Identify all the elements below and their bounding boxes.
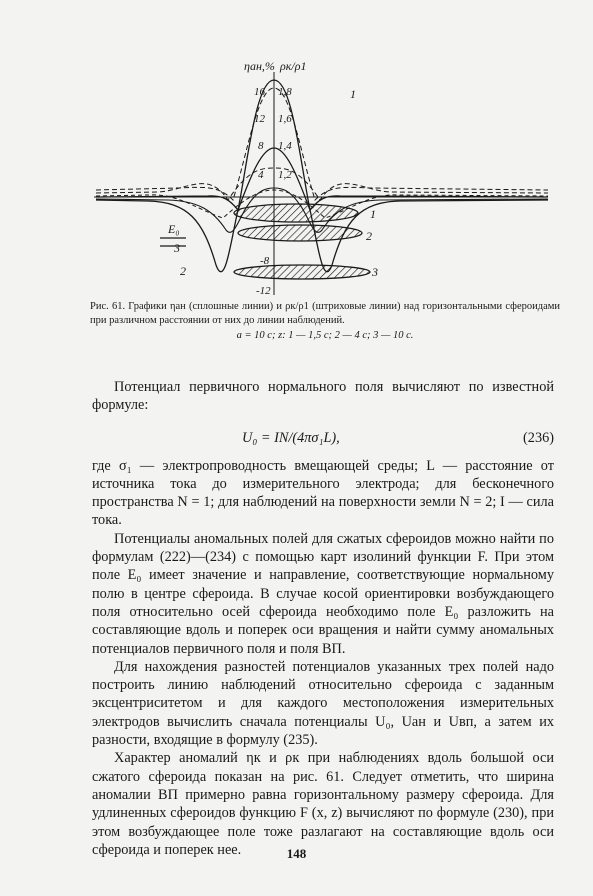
formula-number: (236) [523, 429, 554, 446]
tick-eta-16: 16 [254, 86, 265, 98]
curve-label-3-left: 3 [174, 241, 180, 255]
page-number: 148 [286, 846, 307, 861]
anomaly-graph [88, 50, 558, 300]
tick-rho-16: 1,6 [278, 113, 292, 125]
tick-rho-14: 1,4 [278, 140, 292, 152]
tick-eta-12: 12 [254, 113, 265, 125]
curve-label-1-top: 1 [350, 87, 356, 101]
tick-neg8: -8 [260, 255, 270, 267]
paragraph-3: Потенциалы аномальных полей для сжатых сфероидов можно найти по формулам (222)—(234) с помощью карт изолиний функции F. При этом поле E₀ имеет значение и направление, соответствующие нормальному полю в центре сфероида. В случае косой ориентировки возбуждающего поля относительно осей сфероида необходимо поле E₀ разложить на составляющие вдоль и поперек оси вращения и найти сумму аномальных потенциалов первичного поля и поля ВП. [92, 530, 554, 657]
curve-label-3-right: 3 [372, 265, 378, 279]
curve-label-1: 1 [370, 207, 376, 221]
field-label: E₀ [168, 222, 180, 236]
caption-text: Рис. 61. Графики ηан (сплошные линии) и ρк/ρ1 (штриховые линии) над горизонтальными сфероидами при различном расстоянии от них до линии наблюдений. [90, 301, 560, 326]
tick-eta-8: 8 [258, 140, 264, 152]
paragraph-2: где σ₁ — электропроводность вмещающей среды; L — расстояние от источника тока до измерительного электрода; для бесконечного пространства N = 1; для наблюдений на поверхности земли N = 2; I — сила тока. [92, 457, 554, 529]
spheroid-2 [238, 225, 362, 241]
caption-params: a = 10 c; z: 1 — 1,5 c; 2 — 4 c; 3 — 10 c. [236, 330, 414, 341]
eta-curve-1 [96, 80, 548, 210]
axis-right-label: ρк/ρ1 [280, 59, 307, 73]
tick-rho-12: 1,2 [278, 169, 292, 181]
figure-caption [90, 300, 560, 343]
figure-61 [88, 50, 558, 300]
paragraph-1: Потенциал первичного нормального поля вычисляют по известной формуле: [92, 379, 554, 414]
tick-rho-18: 1,8 [278, 86, 292, 98]
tick-eta-4: 4 [258, 169, 264, 181]
spheroid-3 [234, 265, 370, 279]
axis-left-label: ηан,% [244, 59, 275, 73]
formula-row [92, 419, 554, 457]
spheroid-1 [234, 204, 358, 222]
formula-236: U₀ = IN/(4πσ₁L), [242, 429, 340, 446]
curve-label-2: 2 [366, 229, 372, 243]
rho-curve-1 [96, 88, 548, 200]
body-text [92, 378, 554, 859]
curve-label-2-left: 2 [180, 264, 186, 278]
paragraph-5: Характер аномалий ηк и ρк при наблюдениях вдоль большой оси сжатого сфероида показан на рис. 61. Следует отметить, что ширина аномалии ВП примерно равна горизонтальному размеру сфероида. Для удлиненных сфероидов функцию F (x, z) вычисляют по формуле (230), при этом возбуждающее поле тоже разлагают на составляющие вдоль оси сфероида и поперек нее. [92, 750, 554, 858]
paragraph-4: Для нахождения разностей потенциалов указанных трех полей надо построить линию наблюдений относительно сфероида с заданным эксцентриситетом и для каждого местоположения измерительных электродов вычислить сначала потенциалы U₀, Uан и Uвп, а затем их разности, входящие в формулу (235). [92, 658, 554, 749]
tick-neg12: -12 [256, 285, 271, 297]
